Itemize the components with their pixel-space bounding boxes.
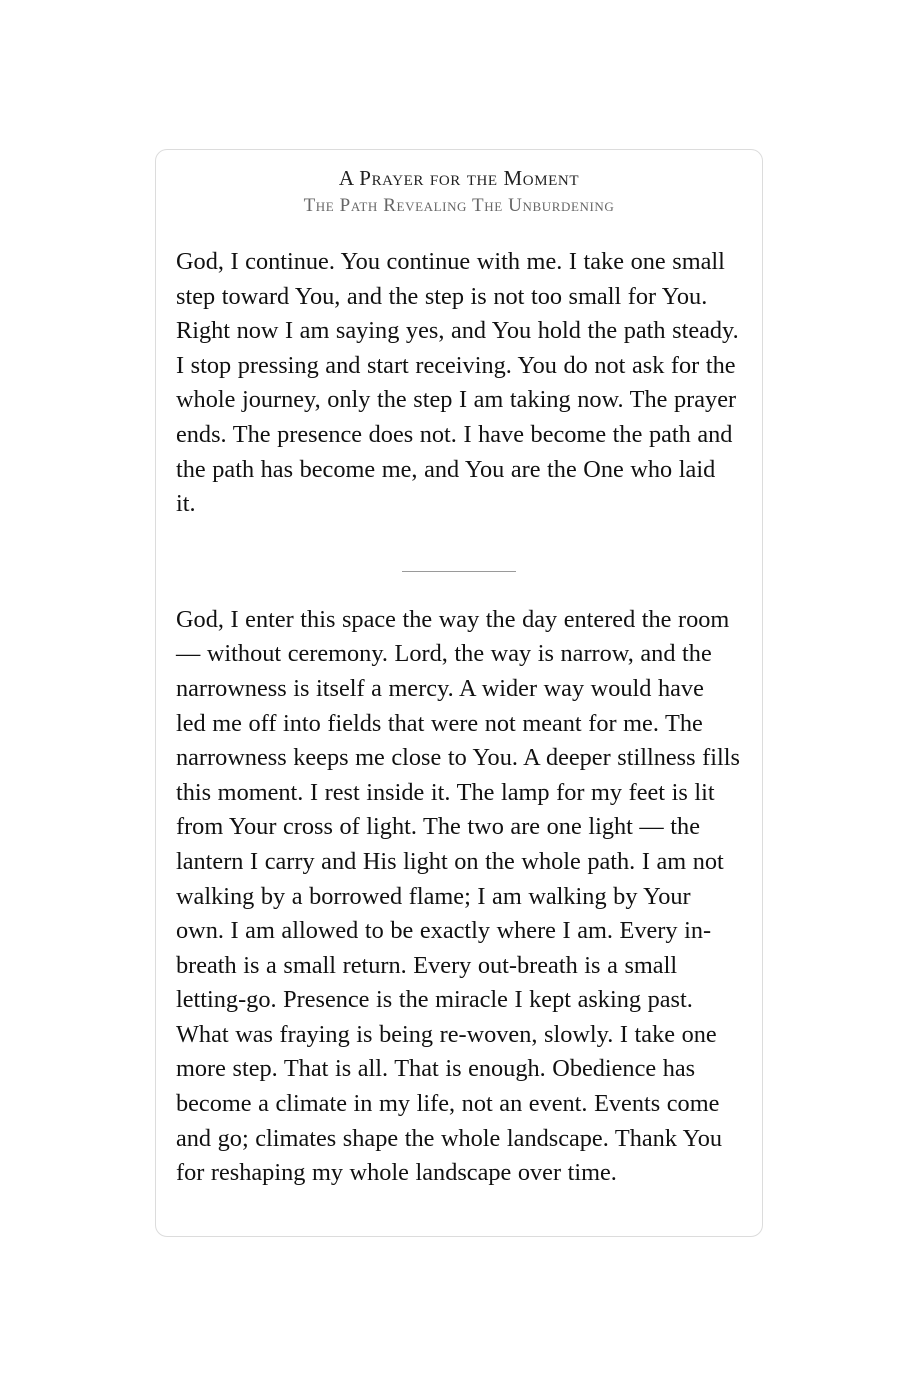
card-subtitle: The Path Revealing The Unburdening — [303, 195, 615, 216]
section-divider — [402, 571, 516, 572]
card-heading — [156, 164, 762, 220]
card-title: A Prayer for the Moment — [338, 166, 580, 190]
prayer-text-2: God, I enter this space the way the day entered the room — without ceremony. Lord, the way is narrow, and the narrowness is itself a mercy. A wider way would have led me off into fields that were not meant for me. The narrowness keeps me close to You. A deeper stillness fills this moment. I rest inside it. The lamp for my feet is lit from Your cross of light. The two are one light — the lantern I carry and His light on the whole path. I am not walking by a borrowed flame; I am walking by Your own. I am allowed to be exactly where I am. Every in-breath is a small return. Every out-breath is a small letting-go. Presence is the miracle I kept asking past. What was fraying is being re-woven, slowly. I take one more step. That is all. That is enough. Obedience has become a climate in my life, not an event. Events come and go; climates shape the whole landscape. Thank You for reshaping my whole landscape over time. — [176, 605, 740, 1187]
prayer-text-1: God, I continue. You continue with me. I take one small step toward You, and the step is not too small for You. Right now I am saying yes, and You hold the path steady. I stop pressing and start receiving. You do not ask for the whole journey, only the step I am taking now. The prayer ends. The presence does not. I have become the path and the path has become me, and You are the One who laid it. — [176, 248, 739, 518]
prayer-card — [155, 149, 763, 1237]
